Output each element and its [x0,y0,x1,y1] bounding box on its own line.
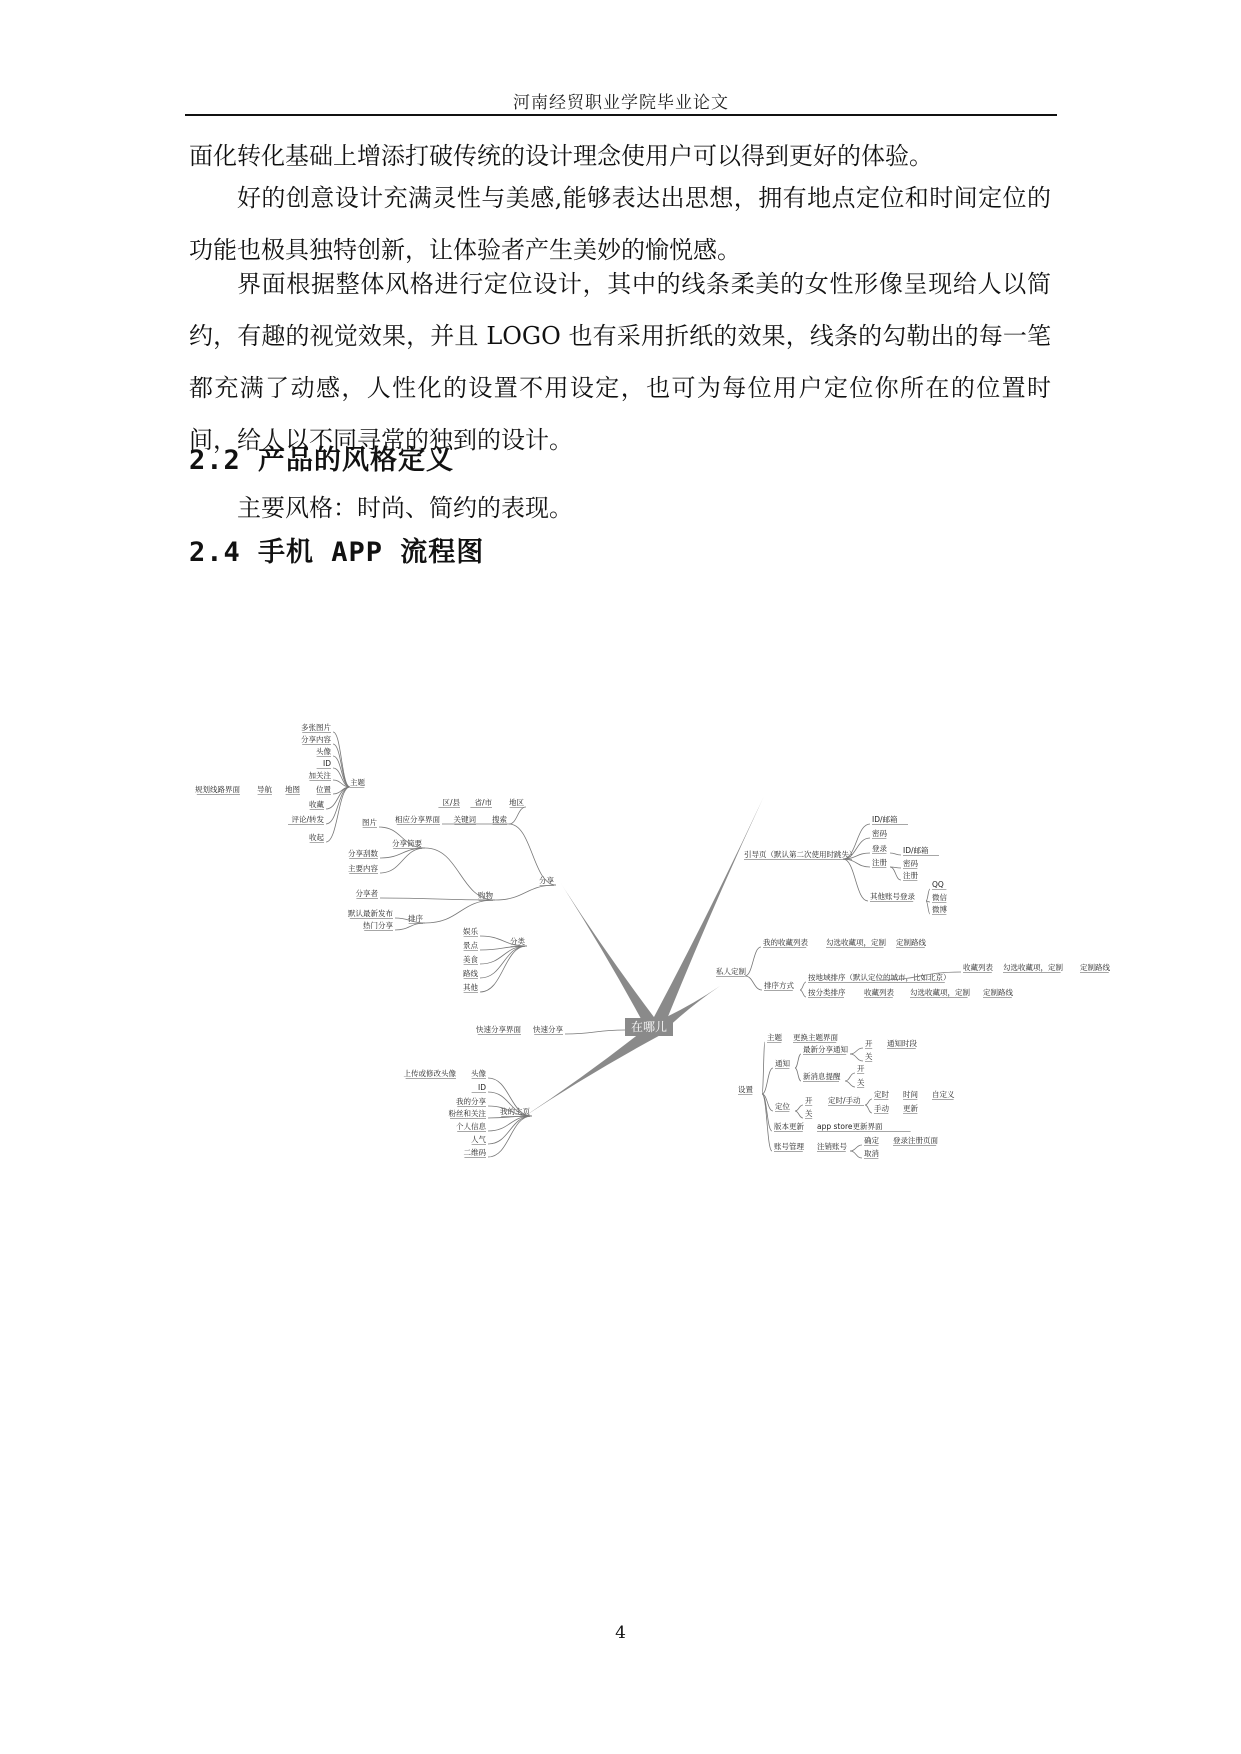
mindmap-node-quick-share-page: 快速分享界面 [476,1025,521,1034]
mindmap-node-other-account-login: 其他账号登录 [870,892,915,901]
mindmap-node-logout: 注销账号 [817,1142,847,1151]
mindmap-edge-19 [509,807,526,824]
mindmap-node-theme: 主题 [767,1033,782,1042]
mindmap-node-off3: 关 [805,1109,813,1118]
mindmap-edge-56 [795,1068,801,1081]
mindmap-node-share-content: 分享内容 [301,735,331,744]
mindmap-edge-66 [850,1151,862,1158]
mindmap-edge-39 [890,853,901,855]
mindmap-node-favorites-list2: 收藏列表 [864,988,894,997]
mindmap-node-manual: 手动 [874,1104,889,1113]
mindmap-node-sort-by-category: 按分类排序 [808,988,846,997]
mindmap-node-image: 图片 [362,818,377,827]
mindmap-node-confirm: 确定 [864,1136,879,1145]
mindmap-edge-64 [865,1105,872,1113]
mindmap-node-off: 关 [865,1052,873,1061]
mindmap-node-cancel: 取消 [864,1149,879,1158]
mindmap-node-custom-route3: 定制路线 [983,988,1013,997]
section-heading-2-2: 2.2 产品的风格定义 [189,445,455,476]
mindmap-edge-10 [380,848,425,858]
mindmap-edge-65 [850,1145,862,1151]
mindmap-edge-48 [800,990,806,997]
mindmap-edge-63 [865,1099,872,1105]
mindmap-node-notice: 通知 [775,1059,790,1068]
app-flowchart-mindmap [185,650,1125,1158]
mindmap-node-custom-route2: 定制路线 [1080,963,1110,972]
section-2-2-text: 主要风格：时尚、简约的表现。 [237,494,573,522]
mindmap-node-multi-images: 多张图片 [301,723,331,732]
mindmap-node-quick-share: 快速分享 [533,1025,563,1034]
mindmap-edge-0 [333,732,350,787]
mindmap-node-change-theme-page: 更换主题界面 [793,1033,838,1042]
mindmap-edge-24 [480,946,527,978]
mindmap-node-collapse: 收起 [309,833,324,842]
mindmap-node-timed-manual: 定时/手动 [828,1096,861,1105]
mindmap-node-other: 其他 [463,983,478,992]
mindmap-node-district: 区/县 [442,798,460,807]
mindmap-node-id-email2: ID/邮箱 [903,846,929,855]
mindmap-node-popularity: 人气 [471,1135,486,1144]
mindmap-edge-60 [845,1081,855,1087]
mindmap-node-version-update: 版本更新 [774,1122,804,1131]
mindmap-node-upload-avatar: 上传或修改头像 [403,1069,456,1078]
mindmap-node-login-register-page: 登录注册页面 [893,1136,938,1145]
mindmap-center-label: 在哪儿 [630,1020,668,1034]
header-rule [185,114,1057,116]
mindmap-node-timed: 定时 [874,1090,889,1099]
mindmap-node-route: 路线 [463,969,478,978]
mindmap-edge-62 [795,1111,803,1118]
mindmap-node-sort: 排序 [408,914,423,923]
mindmap-node-wechat: 微信 [932,893,947,902]
mindmap-node-check-favorites3: 勾选收藏项，定制 [910,988,970,997]
mindmap-node-follow: 加关注 [308,771,331,780]
mindmap-edge-16 [395,923,425,930]
mindmap-node-custom-route: 定制路线 [896,938,926,947]
mindmap-node-new-message-alert: 新消息提醒 [803,1072,841,1081]
mindmap-node-off2: 关 [857,1078,865,1087]
mindmap-node-hot-share: 热门分享 [363,921,393,930]
mindmap-node-sharer: 分享者 [355,889,378,898]
mindmap-node-avatar: 头像 [316,747,331,756]
mindmap-node-avatar2: 头像 [471,1069,486,1078]
mindmap-node-navigate: 导航 [257,785,272,794]
mindmap-node-guide-page: 引导页（默认第二次使用时跳失） [744,850,857,859]
mindmap-node-id: ID [323,759,331,768]
section-heading-2-4: 2.4 手机 APP 流程图 [189,537,485,568]
mindmap-node-my-homepage: 我的主页 [500,1107,530,1116]
mindmap-edge-47 [800,982,806,990]
mindmap-node-latest-share-notice: 最新分享通知 [803,1045,848,1054]
paragraph-3: 界面根据整体风格进行定位设计，其中的线条柔美的女性形像呈现给人以简约，有趣的视觉效果，并且 LOGO 也有采用折纸的效果，线条的勾勒出的每一笔都充满了动感，人性化的设置不用设定，也可为每位用户定位你所在的位置时间，给人以不同寻常的独到的设计。 [189,270,1051,454]
mindmap-edge-14 [425,900,495,923]
mindmap-node-favorites-list: 收藏列表 [963,963,993,972]
mindmap-node-related-share-page: 相应分享界面 [395,815,440,824]
mindmap-node-password: 密码 [872,829,887,838]
mindmap-edge-55 [795,1054,801,1068]
mindmap-branch-5 [522,1024,659,1118]
mindmap-node-main-content: 主要内容 [348,864,378,873]
mindmap-edge-41 [890,867,901,880]
mindmap-node-scenic: 景点 [463,941,478,950]
mindmap-edge-8 [326,787,350,842]
mindmap-node-check-favorites2: 勾选收藏项，定制 [1003,963,1063,972]
mindmap-node-my-favorites-list: 我的收藏列表 [763,938,808,947]
mindmap-node-my-shares: 我的分享 [456,1097,486,1106]
paragraph-1: 面化转化基础上增添打破传统的设计理念使用户可以得到更好的体验。 [189,142,933,170]
mindmap-node-appstore-update: app store更新界面 [817,1122,883,1131]
mindmap-edge-17 [495,885,556,900]
mindmap-node-id2: ID [478,1083,486,1092]
paragraph-2: 好的创意设计充满灵性与美感,能够表达出思想，拥有地点定位和时间定位的功能也极具独特创新，让体验者产生美妙的愉悦感。 [189,184,1051,264]
mindmap-node-account-manage: 账号管理 [774,1142,804,1151]
mindmap-node-private-custom: 私人定制 [716,967,746,976]
mindmap-node-default-latest: 默认最新发布 [348,909,393,918]
mindmap-node-weibo: 微博 [932,905,947,914]
mindmap-node-qrcode: 二维码 [463,1148,486,1157]
mindmap-node-position: 位置 [316,785,331,794]
mindmap-edge-26 [565,1030,625,1034]
mindmap-node-qq: QQ [932,880,944,889]
mindmap-node-sort-method: 排序方式 [764,981,794,990]
mindmap-node-on3: 开 [805,1096,813,1105]
mindmap-edge-50 [762,1042,765,1094]
mindmap-node-password2: 密码 [903,859,918,868]
mindmap-node-register2: 注册 [903,871,918,880]
mindmap-node-sort-by-region: 按地域排序（默认定位的城市，比如北京） [808,973,951,982]
mindmap-edge-38 [843,859,868,901]
mindmap-node-on: 开 [865,1039,873,1048]
running-header: 河南经贸职业学院毕业论文 [513,93,729,113]
mindmap-edge-37 [843,859,870,867]
mindmap-node-region: 地区 [509,798,524,807]
mindmap-edge-44 [926,901,930,914]
mindmap-node-time: 时间 [903,1090,918,1099]
mindmap-node-share-summary: 分享简要 [392,839,422,848]
mindmap-edge-58 [850,1054,863,1061]
mindmap-edge-45 [745,947,761,976]
mindmap-edge-23 [480,946,527,964]
mindmap-edge-46 [745,976,762,990]
mindmap-node-locate: 定位 [775,1102,790,1111]
mindmap-node-share-count: 分享刮数 [348,849,378,858]
mindmap-edge-59 [845,1073,855,1081]
mindmap-node-comment-forward: 评论/转发 [291,815,324,824]
mindmap-edge-57 [850,1048,863,1054]
mindmap-edge-32 [488,1116,532,1144]
mindmap-node-login: 登录 [872,844,887,853]
mindmap-node-entertainment: 娱乐 [463,927,478,936]
mindmap-node-favorite: 收藏 [309,800,324,809]
mindmap-node-map: 地图 [285,785,300,794]
mindmap-node-route-page: 规划线路界面 [195,785,240,794]
mindmap-node-check-favorites: 勾选收藏项，定制 [826,938,886,947]
mindmap-node-food: 美食 [463,955,478,964]
mindmap-edge-25 [480,946,527,992]
mindmap-node-category: 分类 [510,937,525,946]
mindmap-node-settings: 设置 [738,1085,753,1094]
mindmap-node-register: 注册 [872,858,887,867]
mindmap-node-id-email: ID/邮箱 [872,815,898,824]
mindmap-node-keyword: 关键词 [453,815,476,824]
mindmap-edge-42 [926,889,930,901]
mindmap-node-fans-follow: 粉丝和关注 [448,1109,486,1118]
mindmap-node-custom: 自定义 [932,1090,955,1099]
mindmap-node-personal-info: 个人信息 [456,1122,486,1131]
mindmap-edge-33 [488,1116,532,1157]
page-number: 4 [615,1623,626,1643]
mindmap-node-province-city: 省/市 [474,798,492,807]
mindmap-node-main-topic: 主题 [350,778,365,787]
mindmap-node-on2: 开 [857,1064,865,1073]
mindmap-edge-61 [795,1105,803,1111]
mindmap-edge-54 [762,1094,772,1151]
mindmap-node-search: 搜索 [492,815,507,824]
mindmap-node-share: 分享 [539,876,554,885]
mindmap-edge-11 [380,848,425,873]
mindmap-node-update: 更新 [903,1104,918,1113]
mindmap-node-shopping: 购物 [478,891,493,900]
mindmap-node-notice-time: 通知时段 [887,1039,917,1048]
mindmap-branch-0 [560,882,661,1034]
